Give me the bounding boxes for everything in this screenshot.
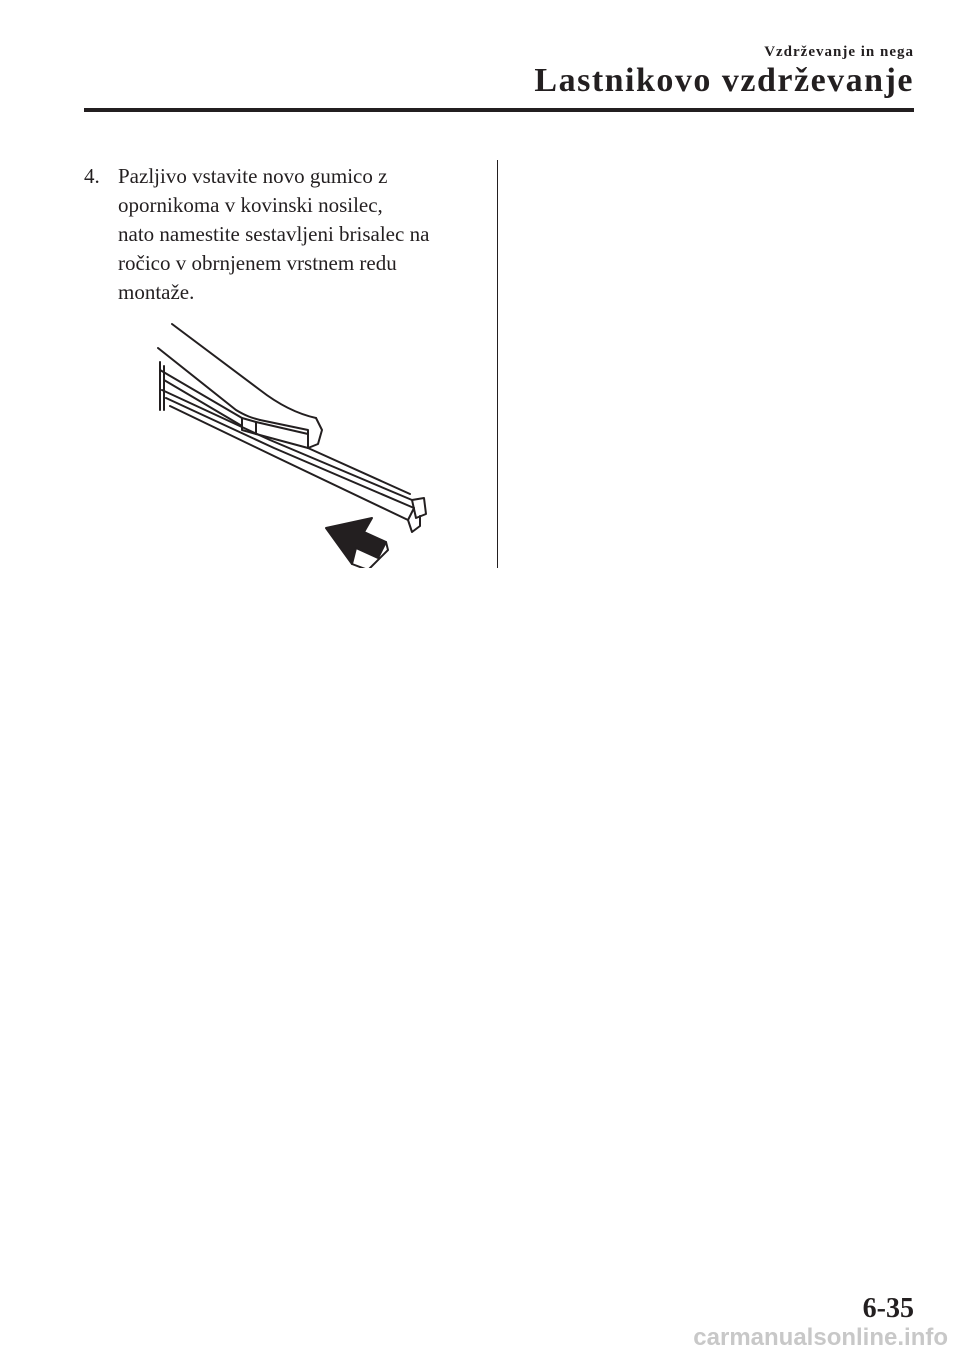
column-divider [497, 160, 498, 568]
header-section-subtitle: Vzdrževanje in nega [764, 44, 914, 60]
wiper-blade-insertion-arrow-icon [150, 318, 440, 568]
step-text-line: montaže. [118, 280, 195, 304]
header-section-title: Lastnikovo vzdrževanje [534, 62, 914, 99]
step-text-line: ročico v obrnjenem vrstnem redu [118, 251, 397, 275]
step-text-line: opornikoma v kovinski nosilec, [118, 193, 383, 217]
step-text-line: nato namestite sestavljeni brisalec na [118, 222, 430, 246]
step-text [118, 162, 484, 307]
watermark: carmanualsonline.info [693, 1324, 948, 1351]
header-divider [84, 108, 914, 112]
instruction-step [84, 162, 484, 307]
step-text-line: Pazljivo vstavite novo gumico z [118, 164, 388, 188]
step-number: 4. [84, 164, 100, 188]
page-number: 6-35 [862, 1293, 914, 1324]
